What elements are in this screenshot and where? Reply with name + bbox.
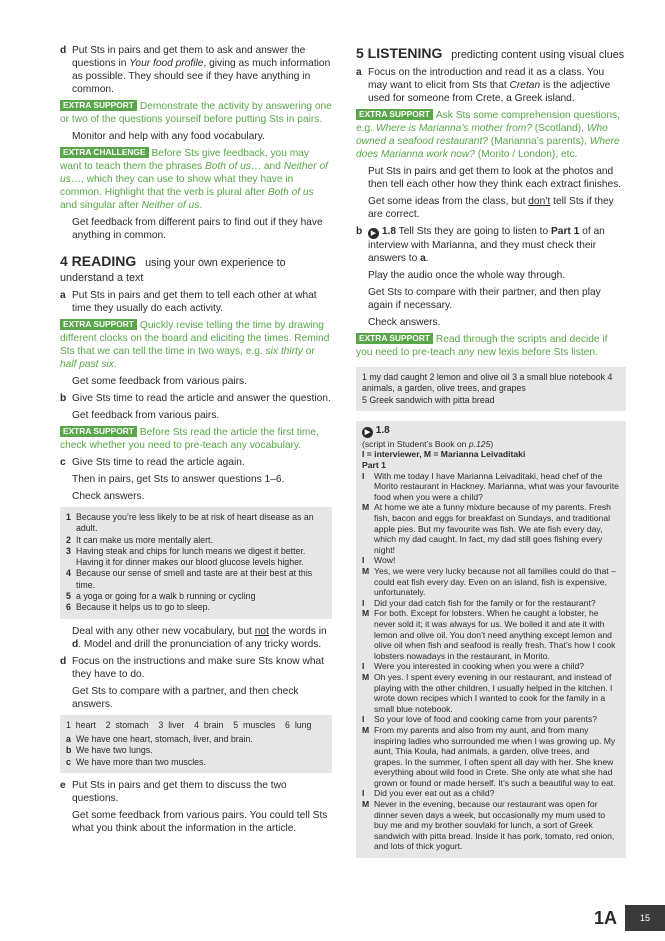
script-line: I Were you interested in cooking when you were a child? [362,661,585,672]
step-a-listening: a Focus on the introduction and read it as a class. You may want to elicit from Sts that Cretan is the adjective used for someone from Crete, a Greek island. [356,67,611,104]
step-c-reading: c Give Sts time to read the article again. [60,457,245,468]
script-line: I So your love of food and cooking came from your parents? [362,714,598,725]
script-line: I Did you ever eat out as a child? [362,788,495,799]
extra-support-1: EXTRA SUPPORT Demonstrate the activity by answering one or two of the questions yourself before putting Sts in pairs. [60,100,332,125]
answer-row: a We have one heart, stomach, liver, and brain. [66,733,253,744]
ideas-text: Get some ideas from the class, but don’t tell Sts if they are correct. [368,196,614,220]
answer-box-1 [60,507,332,619]
script-key: I = interviewer, M = Marianna Leivaditaki [362,449,526,460]
script-line: M At home we ate a funny mixture because of my parents. Fresh fish, bacon and eggs for breakfast on Sundays, and traditional apple pies. But my favourite was fish. We ate fish every day, which my dad caught. In fact, my dad still goes fishing every night! [362,502,611,555]
feedback-text: Get feedback from different pairs to find out if they have anything in common. [72,217,323,241]
answer-row: 5 a yoga or going for a walk b running or cycling [66,591,256,602]
photos-text: Put Sts in pairs and get them to look at the photos and then tell each other how they think each extract finishes. [368,166,622,190]
extra-challenge: EXTRA CHALLENGE Before Sts give feedback, you may want to teach them the phrases Both of us… and Neither of us…, which they can use to show what they have in common. Highlight that the verb is plural after Both of us and singular after Neither of us. [60,147,328,211]
check-answers-1: Check answers. [72,491,145,502]
right-column [356,44,626,858]
answer-line: 5 Greek sandwich with pitta bread [362,394,495,405]
extra-support-2: EXTRA SUPPORT Quickly revise telling the time by drawing different clocks on the board and eliciting the times. Remind Sts that we can tell the time in two ways, e.g. six thirty or half past six. [60,319,330,370]
check-answers-2: Check answers. [368,317,441,328]
answer-row: 6 Because it helps us to go to sleep. [66,602,210,613]
play-audio-text: Play the audio once the whole way through. [368,270,566,281]
step-b-listening: b ▶ 1.8 Tell Sts they are going to listen to Part 1 of an interview with Marianna, and they must check their answers to a. [356,226,605,264]
script-track: ▶ 1.8 [362,426,620,438]
answer-row: 2 It can make us more mentally alert. [66,534,213,545]
audio-icon[interactable]: ▶ [368,228,379,239]
extra-support-4: EXTRA SUPPORT Ask Sts some comprehension questions, e.g. Where is Marianna’s mother from? (Scotland), Who owned a seafood restaurant? (Marianna’s parents), Where does Marianna work now? (Morito / London), etc. [356,109,620,160]
script-line: M From my parents and also from my aunt, and from many inspiring ladies who surrounded me when I was growing up. My aunt, Thia Koula, had animals, a garden, olive trees, and grapes. In the summer, I often spent all day with her. She knew everything about wild food in Crete. She only ate what she had grown or found or made herself. It’s such a beautiful way to eat. [362,724,616,788]
compare-partner-text: Get Sts to compare with their partner, and then play again if necessary. [368,287,601,311]
final-feedback-text: Get some feedback from various pairs. You could tell Sts what you think about the information in the article. [72,809,328,834]
page-number: 15 [625,905,665,931]
script-part: Part 1 [362,460,386,471]
answer-questions-text: Then in pairs, get Sts to answer questions 1–6. [72,474,285,485]
section-reading-heading: 4 READING using your own experience to understand a text [60,253,286,284]
extra-support-5: EXTRA SUPPORT Read through the scripts and decide if you need to pre-teach any new lexis before Sts listen. [356,333,608,358]
answer-row: c We have more than two muscles. [66,756,206,767]
answer-line: 1 my dad caught 2 lemon and olive oil 3 a small blue notebook 4 animals, a garden, olive trees, and grapes [362,372,613,394]
monitor-text: Monitor and help with any food vocabulary. [72,131,265,142]
answer-row: 3 Having steak and chips for lunch means we digest it better. Having it for dinner makes our blood glucose levels higher. [66,545,306,568]
answer-row: b We have two lungs. [66,745,153,756]
feedback-pairs-2: Get feedback from various pairs. [72,410,220,421]
step-e-reading: e Put Sts in pairs and get them to discuss the two questions. [60,779,287,804]
section-listening-heading: 5 LISTENING predicting content using visual clues [356,45,625,61]
left-column [60,44,332,839]
audio-icon[interactable]: ▶ [362,427,373,438]
page-footer [594,905,665,931]
body-words: 1 heart 2 stomach 3 liver 4 brain 5 muscles 6 lung [66,719,312,730]
step-a-reading: a Put Sts in pairs and get them to tell each other at what time they usually do each activity. [60,290,317,314]
vocabulary-text: Deal with any other new vocabulary, but not the words in d. Model and drill the pronunciation of any tricky words. [72,625,327,650]
script-line: M Oh yes. I spent every evening in our restaurant, and instead of playing with the other children, I usually helped in the kitchen. I wrote down recipes which I wanted to cook for the family in a small blue notebook. [362,671,613,714]
answer-box-3 [356,367,626,411]
unit-label: 1A [593,908,617,928]
script-line: I Did your dad catch fish for the family or for the restaurant? [362,597,596,608]
feedback-pairs-1: Get some feedback from various pairs. [72,376,247,387]
script-reference: (script in Student’s Book on p.125) [362,438,494,449]
script-line: M Yes, we were very lucky because not all families could do that – could eat fish every day. Even on an island, fish is expensive, unfortunately. [362,566,616,598]
script-line: I Wow! [362,555,396,566]
step-d-pairs: d Put Sts in pairs and get them to ask and answer the questions in Your food profile, giving as much information as possible. They should see if they have anything in common. [60,45,331,95]
answer-row: 1 Because you’re less likely to be at risk of heart disease as an adult. [66,512,314,534]
answer-box-2 [60,715,332,773]
answer-row: 4 Because our sense of smell and taste are at their best at this time. [66,568,313,590]
compare-text: Get Sts to compare with a partner, and then check answers. [72,685,299,710]
script-line: M Never in the evening, because our restaurant was open for dinner seven days a week, but occasionally my mum used to buy me and my brother souvlaki for lunch, a sort of Greek sandwich with pitta bread. Inside it has pork, tomato, red onion, and lots of thick yogurt. [362,799,615,852]
audio-script [356,421,626,858]
script-line: M For both. Except for lobsters. When he caught a lobster, he never sold it; it was always for us. We boiled it and ate it with lemon and olive oil. You don’t need anything except lemon and olive oil when fish and seafood is really fresh. That’s how I cook lobsters nowadays in the restaurant, in Morito. [362,608,616,661]
extra-support-3: EXTRA SUPPORT Before Sts read the article the first time, check whether you need to pre-teach any vocabulary. [60,426,319,451]
step-d-reading: d Focus on the instructions and make sure Sts know what they have to do. [60,655,324,680]
step-b-reading: b Give Sts time to read the article and answer the question. [60,393,331,404]
script-line: I With me today I have Marianna Leivaditaki, head chef of the Morito restaurant in Hackney. Marianna, what was your favourite food when you were a child? [362,470,619,502]
